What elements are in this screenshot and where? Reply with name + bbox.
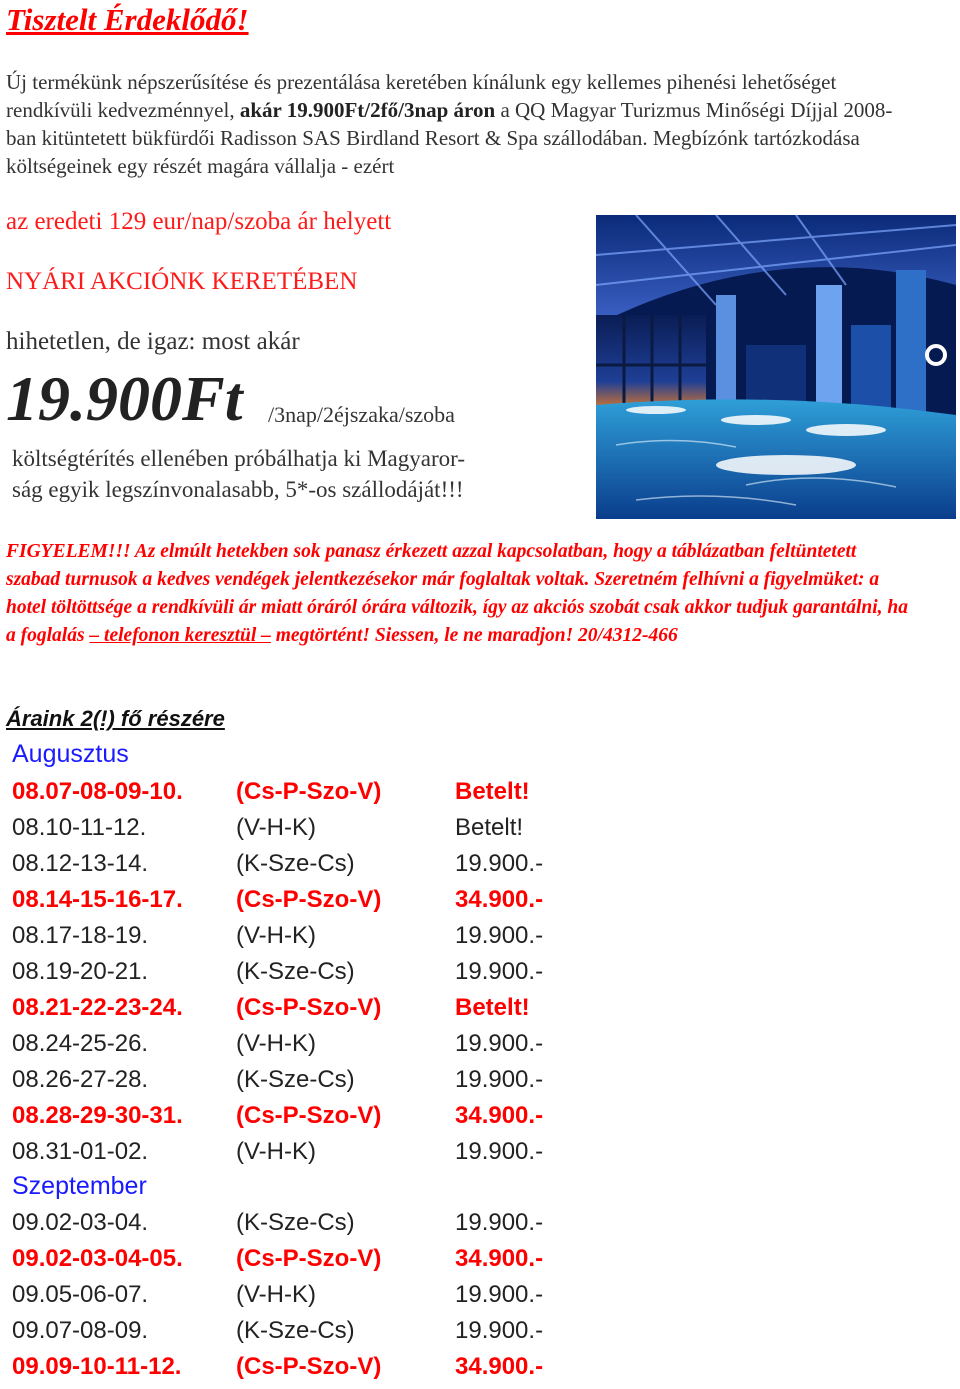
- price-text: 34.900.-: [455, 1102, 544, 1129]
- days-text: (Cs-P-Szo-V): [236, 994, 382, 1021]
- days-text: (Cs-P-Szo-V): [236, 886, 382, 913]
- date-text: 08.17-18-19.: [12, 922, 149, 949]
- price-text: 19.900.-: [455, 1066, 544, 1093]
- date-text: 08.26-27-28.: [12, 1066, 149, 1093]
- warning-phone-emphasis: – telefonon keresztül –: [89, 625, 271, 646]
- page-heading: Tisztelt Érdeklődő!: [6, 2, 249, 37]
- days-text: (K-Sze-Cs): [236, 1209, 355, 1236]
- price-text: 19.900.-: [455, 922, 544, 949]
- intro-text: Új termékünk népszerűsítése és prezentálása keretében kínálunk egy kellemes pihenési lehetőséget rendkívüli kedvezménnyel,: [6, 70, 837, 122]
- intro-text-rest: a QQ Magyar Turizmus Minőségi Díjjal 2008-ban kitüntetett bükfürdői Radisson SAS Birdland Resort & Spa szállodában. Megbízónk tartózkodása költségeinek egy részét magára vállalja - ezért: [6, 98, 893, 178]
- price-text: 19.900.-: [455, 850, 544, 877]
- cost-line-1: költségtérítés ellenében próbálhatja ki Magyaror-: [12, 446, 465, 471]
- days-text: (V-H-K): [236, 1030, 316, 1057]
- campaign-title: NYÁRI AKCIÓNK KERETÉBEN: [6, 268, 358, 295]
- date-text: 08.28-29-30-31.: [12, 1102, 183, 1129]
- cost-line-2: ság egyik legszínvonalasabb, 5*-os szállodáját!!!: [12, 477, 464, 502]
- date-text: 08.24-25-26.: [12, 1030, 149, 1057]
- days-text: (V-H-K): [236, 1281, 316, 1308]
- date-text: 08.31-01-02.: [12, 1138, 149, 1165]
- price-text: 19.900.-: [455, 1317, 544, 1344]
- warning-paragraph: [6, 538, 911, 650]
- date-text: 09.02-03-04.: [12, 1209, 149, 1236]
- date-text: 09.02-03-04-05.: [12, 1245, 183, 1272]
- pool-photo: [596, 215, 956, 519]
- intro-paragraph: [6, 68, 906, 180]
- date-text: 08.10-11-12.: [12, 814, 147, 841]
- days-text: (Cs-P-Szo-V): [236, 1245, 382, 1272]
- days-text: (V-H-K): [236, 814, 316, 841]
- warning-text: FIGYELEM!!! Az elmúlt hetekben sok panasz érkezett azzal kapcsolatban, hogy a táblázatban feltüntetett szabad turnusok a kedves vendégek jelentkezésekor már foglaltak voltak. Szeretném felhívni a figyelmüket: a hotel töltöttsége a rendkívüli ár miatt óráról órára változik, így az akciós szobát csak akkor tudjuk garantálni, ha a foglalás: [6, 541, 908, 646]
- price-text: 19.900.-: [455, 958, 544, 985]
- price-text: 34.900.-: [455, 1353, 544, 1380]
- price-text: 19.900.-: [455, 1138, 544, 1165]
- price-text: 34.900.-: [455, 886, 544, 913]
- intro-price-highlight: akár 19.900Ft/2fő/3nap áron: [239, 98, 496, 122]
- date-text: 09.09-10-11-12.: [12, 1353, 182, 1380]
- price-text: Betelt!: [455, 814, 524, 841]
- price-text: Betelt!: [455, 778, 530, 805]
- date-text: 08.21-22-23-24.: [12, 994, 183, 1021]
- month-august: Augusztus: [12, 740, 129, 768]
- date-text: 08.14-15-16-17.: [12, 886, 183, 913]
- price-text: 34.900.-: [455, 1245, 544, 1272]
- price-text: 19.900.-: [455, 1281, 544, 1308]
- days-text: (V-H-K): [236, 922, 316, 949]
- days-text: (Cs-P-Szo-V): [236, 1353, 382, 1380]
- days-text: (Cs-P-Szo-V): [236, 1102, 382, 1129]
- date-text: 09.07-08-09.: [12, 1317, 149, 1344]
- prices-title: Áraink 2(!) fő részére: [6, 706, 225, 731]
- days-text: (V-H-K): [236, 1138, 316, 1165]
- date-text: 08.07-08-09-10.: [12, 778, 183, 805]
- date-text: 08.19-20-21.: [12, 958, 149, 985]
- days-text: (K-Sze-Cs): [236, 958, 355, 985]
- price-text: Betelt!: [455, 994, 530, 1021]
- original-price-text: az eredeti 129 eur/nap/szoba ár helyett: [6, 208, 392, 235]
- most-text: hihetetlen, de igaz: most akár: [6, 328, 300, 355]
- price-text: 19.900.-: [455, 1209, 544, 1236]
- days-text: (K-Sze-Cs): [236, 1066, 355, 1093]
- date-text: 08.12-13-14.: [12, 850, 149, 877]
- price-suffix: /3nap/2éjszaka/szoba: [268, 402, 455, 427]
- warning-text-end: megtörtént! Siessen, le ne maradjon! 20/4312-466: [270, 625, 678, 646]
- days-text: (K-Sze-Cs): [236, 850, 355, 877]
- days-text: (Cs-P-Szo-V): [236, 778, 382, 805]
- price-text: 19.900.-: [455, 1030, 544, 1057]
- big-price: 19.900Ft: [6, 363, 243, 434]
- days-text: (K-Sze-Cs): [236, 1317, 355, 1344]
- date-text: 09.05-06-07.: [12, 1281, 149, 1308]
- month-september: Szeptember: [12, 1172, 147, 1200]
